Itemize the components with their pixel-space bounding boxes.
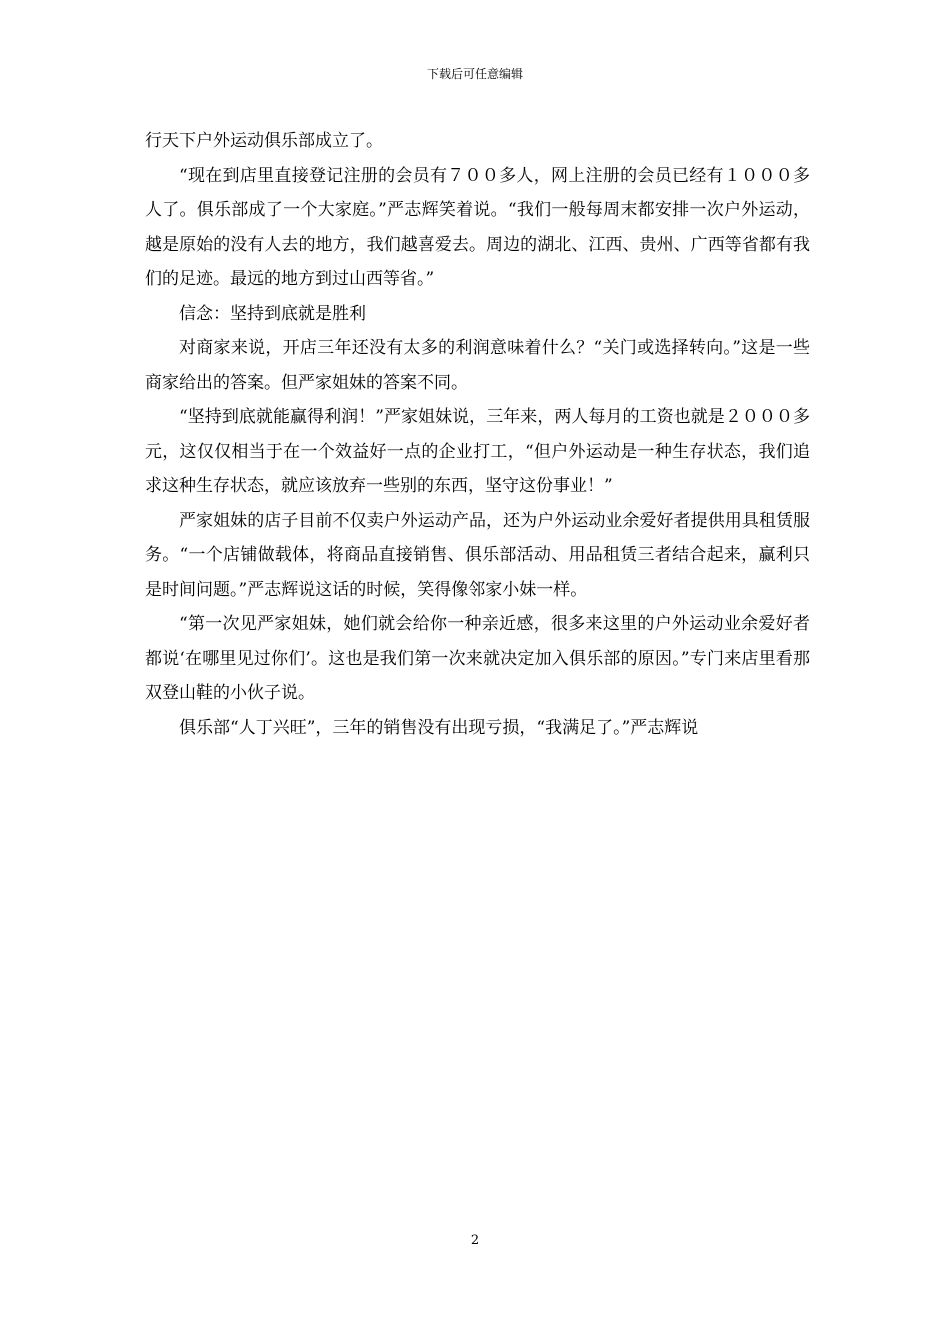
paragraph-3: 对商家来说，开店三年还没有太多的利润意味着什么？“关门或选择转向。”这是一些商家给出的答案。但严家姐妹的答案不同。 xyxy=(145,338,810,393)
section-heading: 信念：坚持到底就是胜利 xyxy=(179,303,366,324)
body-text xyxy=(145,124,810,745)
paragraph-7: 俱乐部“人丁兴旺”，三年的销售没有出现亏损，“我满足了。”严志辉说 xyxy=(179,717,699,738)
paragraph-4: “坚持到底就能赢得利润！”严家姐妹说，三年来，两人每月的工资也就是２０００多元，这仅仅相当于在一个效益好一点的企业打工，“但户外运动是一种生存状态，我们追求这种生存状态，就应该放弃一些别的东西，坚守这份事业！” xyxy=(145,407,810,496)
page-header: 下载后可任意编辑 xyxy=(426,67,523,81)
paragraph-1: 行天下户外运动俱乐部成立了。 xyxy=(145,131,383,151)
paragraph-2: “现在到店里直接登记注册的会员有７００多人，网上注册的会员已经有１０００多人了。俱乐部成了一个大家庭。”严志辉笑着说。“我们一般每周末都安排一次户外运动，越是原始的没有人去的地方，我们越喜爱去。周边的湖北、江西、贵州、广西等省都有我们的足迹。最远的地方到过山西等省。” xyxy=(145,165,810,289)
page-number: 2 xyxy=(470,1233,480,1248)
paragraph-5: 严家姐妹的店子目前不仅卖户外运动产品，还为户外运动业余爱好者提供用具租赁服务。“一个店铺做载体，将商品直接销售、俱乐部活动、用品租赁三者结合起来，赢利只是时间问题。”严志辉说这话的时候，笑得像邻家小妹一样。 xyxy=(145,510,810,600)
paragraph-6: “第一次见严家姐妹，她们就会给你一种亲近感，很多来这里的户外运动业余爱好者都说‘在哪里见过你们’。这也是我们第一次来就决定加入俱乐部的原因。”专门来店里看那双登山鞋的小伙子说。 xyxy=(145,614,810,703)
